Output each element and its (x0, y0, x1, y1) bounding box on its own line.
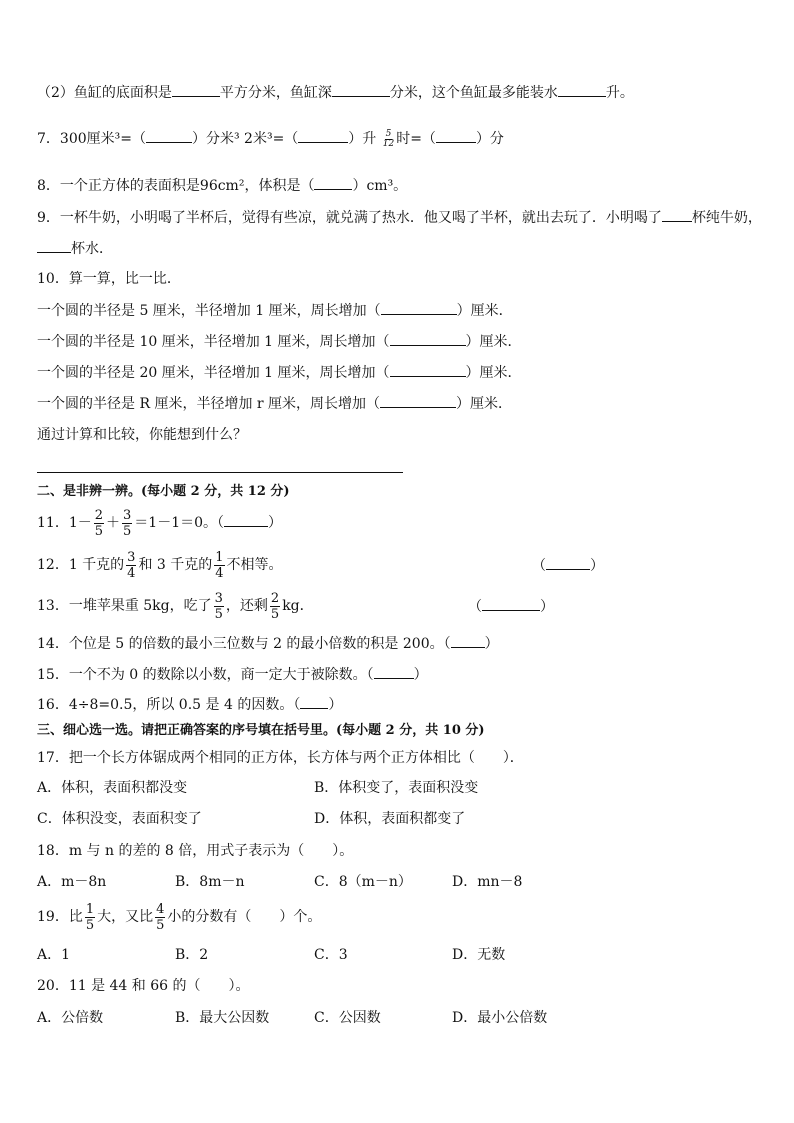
option-d[interactable]: D．无数 (452, 947, 506, 963)
fraction: $\frac{4}{5}$ (156, 901, 165, 933)
blank[interactable] (37, 238, 71, 253)
fraction: $\frac{2}{5}$ (94, 507, 104, 539)
option-a[interactable]: A．m－8n (37, 874, 107, 890)
fraction: $\frac{1}{5}$ (85, 901, 95, 933)
option-b[interactable]: B．体积变了，表面积没变 (314, 780, 479, 796)
blank[interactable] (146, 128, 192, 143)
option-c[interactable]: C．8（m－n） (314, 874, 412, 890)
question-20: 20．11 是 44 和 66 的（ ）。 (37, 978, 250, 994)
blank[interactable] (314, 175, 352, 190)
blank[interactable] (172, 82, 220, 97)
option-d[interactable]: D．体积，表面积都变了 (314, 811, 466, 827)
question-9: 9．一杯牛奶，小明喝了半杯后，觉得有些凉，就兑满了热水．他又喝了半杯，就出去玩了．小明喝了 杯纯牛奶， (37, 207, 762, 228)
blank[interactable] (224, 512, 268, 527)
blank[interactable] (298, 128, 348, 143)
option-c[interactable]: C．3 (314, 947, 348, 963)
question-8: 8．一个正方体的表面积是96cm²，体积是（ ）cm³。 (37, 175, 407, 196)
blank[interactable] (374, 664, 414, 679)
question-10-title: 10．算一算，比一比． (37, 271, 181, 287)
fraction: $\frac{2}{5}$ (270, 590, 280, 622)
blank[interactable] (662, 207, 692, 222)
option-a[interactable]: A．公倍数 (37, 1010, 104, 1026)
question-12: 12．1 千克的 $\frac{3}{4}$ 和 3 千克的 $\frac{1}{4}$ 不相等。 (37, 549, 283, 581)
blank[interactable] (380, 393, 456, 408)
blank[interactable] (390, 362, 466, 377)
question-7: 7．300厘米³=（ ）分米³ 2米³=（ ）升 $\frac{5}{12}$ 时=（ ）分 (37, 128, 504, 149)
fraction: $\frac{5}{12}$ (382, 128, 395, 149)
question-14: 14．个位是 5 的倍数的最小三位数与 2 的最小倍数的积是 200。（ ） (37, 633, 499, 654)
blank[interactable] (381, 300, 457, 315)
blank[interactable] (390, 331, 466, 346)
question-9-cont: 杯水． (37, 238, 113, 259)
question-10-line: 一个圆的半径是 20 厘米，半径增加 1 厘米，周长增加（ ）厘米． (37, 362, 522, 383)
question-10-line: 一个圆的半径是 10 厘米，半径增加 1 厘米，周长增加（ ）厘米． (37, 331, 522, 352)
option-b[interactable]: B．2 (175, 947, 209, 963)
blank[interactable] (332, 82, 390, 97)
option-b[interactable]: B．最大公因数 (175, 1010, 270, 1026)
option-c[interactable]: C．体积没变，表面积变了 (37, 811, 202, 827)
section-3-heading: 三、细心选一选。请把正确答案的序号填在括号里。(每小题 2 分，共 10 分) (37, 723, 485, 738)
question-18: 18．m 与 n 的差的 8 倍，用式子表示为（ ）。 (37, 843, 354, 859)
option-a[interactable]: A．体积，表面积都没变 (37, 780, 188, 796)
blank[interactable] (451, 633, 485, 648)
blank[interactable] (482, 596, 540, 611)
question-10-line: 一个圆的半径是 R 厘米，半径增加 r 厘米，周长增加（ ）厘米． (37, 393, 512, 414)
fraction: $\frac{3}{4}$ (127, 549, 136, 581)
question-16: 16．4÷8=0.5，所以 0.5 是 4 的因数。（ ） (37, 694, 342, 715)
answer-bracket: （ ） (468, 596, 554, 617)
option-a[interactable]: A．1 (37, 947, 71, 963)
question-10-ask: 通过计算和比较，你能想到什么？ (37, 427, 247, 443)
answer-bracket: （ ） (532, 555, 604, 576)
question-11: 11．1－ $\frac{2}{5}$ ＋ $\frac{3}{5}$ ＝1－1＝0。（ ） (37, 507, 283, 539)
q6-part2: （2）鱼缸的底面积是 平方分米，鱼缸深 分米，这个鱼缸最多能装水 升。 (37, 82, 634, 103)
option-b[interactable]: B．8m－n (175, 874, 245, 890)
blank[interactable] (558, 82, 606, 97)
blank[interactable] (300, 694, 328, 709)
blank[interactable] (546, 555, 590, 570)
answer-line[interactable] (37, 472, 403, 473)
option-d[interactable]: D．mn－8 (452, 874, 523, 890)
question-10-line: 一个圆的半径是 5 厘米，半径增加 1 厘米，周长增加（ ）厘米． (37, 300, 513, 321)
blank[interactable] (436, 128, 476, 143)
option-c[interactable]: C．公因数 (314, 1010, 381, 1026)
question-13: 13．一堆苹果重 5kg，吃了 $\frac{3}{5}$ ，还剩 $\frac{2}{5}$ kg． (37, 590, 314, 622)
question-15: 15．一个不为 0 的数除以小数，商一定大于被除数。（ ） (37, 664, 428, 685)
fraction: $\frac{3}{5}$ (123, 507, 132, 539)
fraction: $\frac{3}{5}$ (214, 590, 223, 622)
fraction: $\frac{1}{4}$ (215, 549, 224, 581)
question-17: 17．把一个长方体锯成两个相同的正方体，长方体与两个正方体相比（ ）． (37, 750, 524, 766)
option-d[interactable]: D．最小公倍数 (452, 1010, 548, 1026)
question-19: 19．比 $\frac{1}{5}$ 大，又比 $\frac{4}{5}$ 小的分数有（ ）个。 (37, 901, 322, 933)
section-2-heading: 二、是非辨一辨。(每小题 2 分，共 12 分) (37, 484, 290, 499)
